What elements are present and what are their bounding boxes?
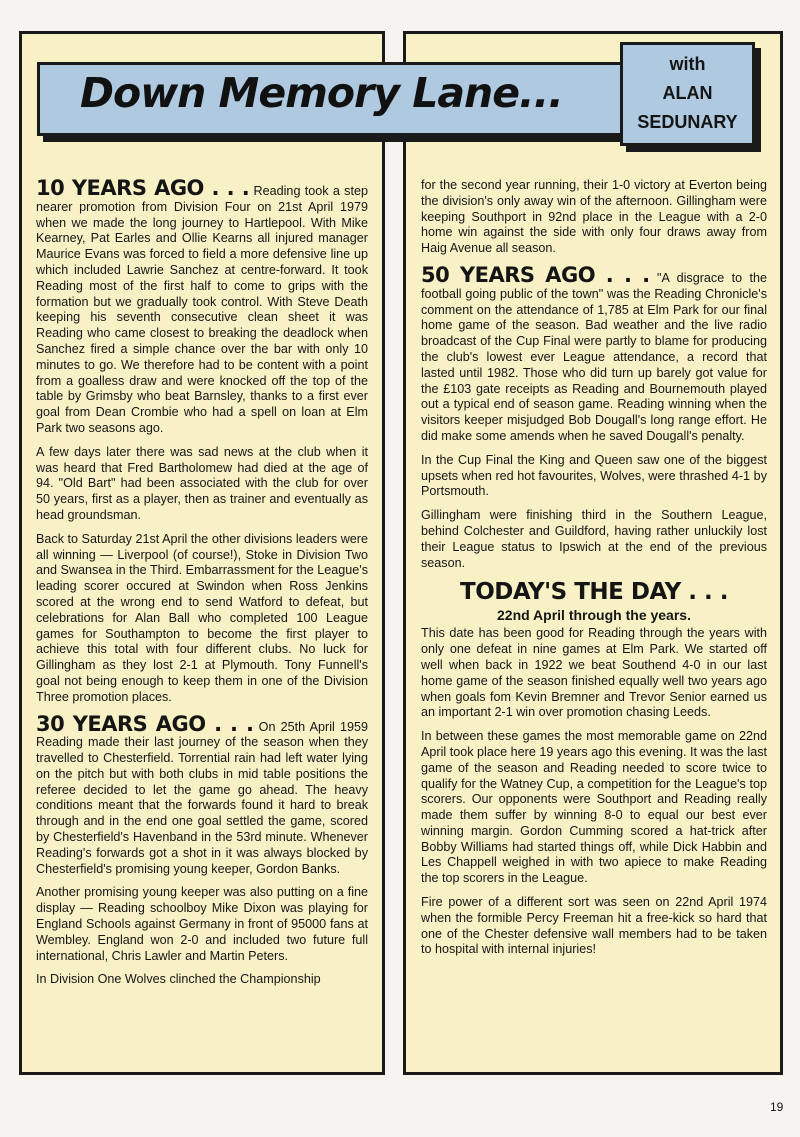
thirty-years-heading: 30 YEARS AGO . . . <box>36 711 254 736</box>
today-paragraph-2: In between these games the most memorable game on 22nd April took place here 19 years ago this evening. It was the last game of the season and Reading needed to score twice to qualify for the Watney Cup, a competition for the League's top scorers. Our opponents were Southport and Reading really made them suffer by winning 8-0 to equal our best ever winning margin. Gordon Cumming scored a hat-trick after Bobby Williams had started things off, while Dick Habbin and Les Chappell weighed in with two apiece to make Reading the top scorers in the League. <box>421 729 767 886</box>
left-column-text <box>36 178 368 996</box>
page-number: 19 <box>770 1100 784 1114</box>
ten-years-text-1: Reading took a step nearer promotion from Division Four on 21st April 1979 when we made the long journey to Hartlepool. With Mike Kearney, Pat Earles and Ollie Kearns all injured manager Maurice Evans was forced to field a more defensive line up which included Lawrie Sanchez at centre-forward. It took Reading most of the first half to come to grips with the formation but we gradually took control. With Steve Death keeping his seventh consecutive clean sheet it was Reading who came closest to breaking the deadlock when Sanchez fired a simple chance over the bar with only 10 minutes to go. We therefore had to be content with a point from a goalless draw and were knocked off the top of the table by Grimsby who beat Barnsley, thanks to a first ever goal from Dean Crombie who had a spell on loan at Elm Park two seasons ago. <box>36 184 368 435</box>
ten-years-paragraph-3: Back to Saturday 21st April the other divisions leaders were all winning — Liverpool (of course!), Stoke in Division Two and Swansea in the Third. Embarrassment for the League's leading scorer occured at Swindon when Ross Jenkins scored at the wrong end to send Watford to defeat, but celebrations for Alan Ball who completed 100 League games for Southampton to become the first player to achieve this total with four different clubs. No luck for Gillingham as they lost 2-1 at Plymouth. Tony Funnell's goal not being enough to keep them in one of the Division Three promotion places. <box>36 531 368 704</box>
fifty-years-paragraph-2: In the Cup Final the King and Queen saw one of the biggest upsets when red hot favourites, Wolves, were thrashed 4-1 by Portsmouth. <box>421 452 767 499</box>
thirty-years-paragraph-2: Another promising young keeper was also putting on a fine display — Reading schoolboy Mike Dixon was playing for England Schools against Germany in front of 95000 fans at Wembley. England won 2-0 and included two future full international, Chris Lawler and Martin Peters. <box>36 885 368 963</box>
byline-last-name: SEDUNARY <box>637 112 738 132</box>
fifty-years-paragraph-3: Gillingham were finishing third in the Southern League, behind Colchester and Guildford, having rather unluckily lost their League status to Ipswich at the end of the previous season. <box>421 508 767 570</box>
ten-years-paragraph-1 <box>36 178 368 437</box>
today-paragraph-1: This date has been good for Reading through the years with only one defeat in nine games at Elm Park. We started off well when back in 1922 we beat Southend 4-0 in our last home game of the season finished equally well two years ago when goals fom Kevin Bremner and Trevor Senior earned us an important 2-1 win over promotion chasing Leeds. <box>421 626 767 720</box>
fifty-years-paragraph-1 <box>421 262 767 445</box>
thirty-years-paragraph-1 <box>36 711 368 878</box>
thirty-years-text-1: On 25th April 1959 Reading made their last journey of the season when they travelled to Chesterfield. Torrential rain had left water lying on the pitch but with both clubs in mid table positions the referee decided to let the game go ahead. The heavy conditions meant that the forwards found it hard to break through and in the end one goal settled the game, scored by Chesterfield's Havenband in the 53rd minute. Whenever Reading's forwards got a shot in it was always blocked by Chesterfield's promising young keeper, Gordon Banks. <box>36 719 368 876</box>
fifty-years-heading: 50 YEARS AGO . . . <box>421 262 650 287</box>
continuation-paragraph: for the second year running, their 1-0 victory at Everton being the division's only away win of the afternoon. Gillingham were keeping Southport in 92nd place in the League with a 2-0 home win against the side with only four draws away from Haig Avenue all season. <box>421 178 767 256</box>
byline-with: with <box>669 54 706 74</box>
page-title: Down Memory Lane... <box>80 69 563 117</box>
thirty-years-paragraph-3: In Division One Wolves clinched the Championship <box>36 972 321 987</box>
todays-the-day-heading: TODAY'S THE DAY . . . <box>460 579 728 606</box>
fifty-years-text-1: "A disgrace to the football going public of the town" was the Reading Chronicle's comment on the attendance of 1,785 at Elm Park for our final home game of the season. Bad weather and the live radio broadcast of the Cup Final were partly to blame for producing the club's lowest ever League attendance, a record that lasted until 1982. Those who did turn up barely got value for the £103 gate receipts as Reading and Bournemouth played out a typical end of season game. Reading winning when the visitors keeper misjudged Bob Dougall's long range effort. He did make some amends when he saved Dougall's penalty. <box>421 270 767 443</box>
title-banner <box>37 62 627 136</box>
todays-the-day-subheading: 22nd April through the years. <box>497 607 691 624</box>
right-column-text <box>421 178 767 966</box>
byline-box <box>620 42 755 146</box>
ten-years-heading: 10 YEARS AGO . . . <box>36 176 250 200</box>
today-paragraph-3: Fire power of a different sort was seen on 22nd April 1974 when the formible Percy Freeman hit a free-kick so hard that one of the Chester defensive wall members had to be taken to hospital with internal injuries! <box>421 895 767 957</box>
byline-first-name: ALAN <box>662 83 713 103</box>
ten-years-paragraph-2: A few days later there was sad news at the club when it was heard that Fred Bartholomew had died at the age of 94. "Old Bart" had been associated with the club for over 50 years, first as a player, then as trainer and eventually as head groundsman. <box>36 444 368 522</box>
